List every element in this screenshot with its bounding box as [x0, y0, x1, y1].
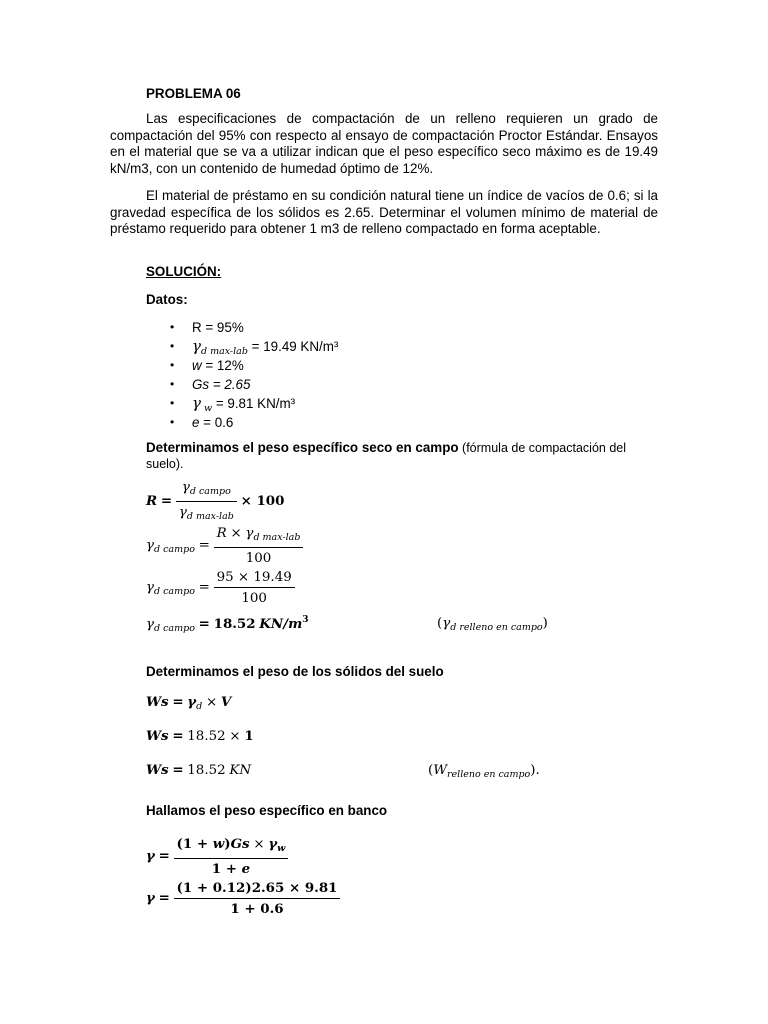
list-item: • γ $_w$ = 9.81 KN/m³	[146, 394, 338, 413]
equation-ws: $Ws = \gamma_d \times V$	[146, 694, 232, 712]
list-item: • $\gamma_{d max-lab} = 19.49$ KN/m³	[146, 337, 338, 356]
equation-gamma-d-substitution: $\gamma_{d campo}$ = $\frac{95 \times 19.49}{100}$	[146, 569, 295, 606]
list-item: • w = 12%	[146, 356, 338, 375]
list-item: • R = 95%	[146, 318, 338, 337]
equation-ws-substitution: Ws = 18.52 × 1	[146, 728, 254, 744]
section1-heading: Determinamos el peso específico seco en campo (fórmula de compactación del suelo).	[146, 440, 627, 471]
datos-list	[146, 318, 338, 432]
annotation-ws-relleno: $(W_{relleno en campo})$.	[428, 763, 540, 780]
datos-heading: Datos:	[146, 292, 188, 307]
equation-gamma-banco: γ = $\frac{(1 + w)Gs \times \gamma_w}{1 + e}$	[146, 836, 288, 877]
problem-title: PROBLEMA 06	[146, 86, 241, 101]
solution-heading: SOLUCIÓN:	[146, 264, 222, 279]
equation-ws-result: Ws = 18.52 KN	[146, 762, 252, 778]
section3-heading: Hallamos el peso específico en banco	[146, 803, 388, 818]
equation-compaction: R = $\frac{\gamma_{d campo}}{\gamma_{d max-lab}}$ × 100	[146, 480, 285, 522]
equation-gamma-d-campo: $\gamma_{d campo}$ = $\frac{R \times \gamma_{d max-lab}}{100}$	[146, 525, 303, 566]
equation-gamma-d-result: $\gamma_{d campo} = 18.52$ $KN/m^3$	[146, 615, 309, 634]
equation-gamma-banco-substitution: γ = $\frac{(1 + 0.12)2.65 \times 9.81}{1 + 0.6}$	[146, 880, 340, 917]
problem-paragraph-1: Las especificaciones de compactación de un relleno requieren un grado de compactación del 95% con respecto al ensayo de compactación Proctor Estándar. Ensayos en el material que se va a utilizar indican que el peso específico seco máximo es de 19.49 kN/m3, con un contenido de humedad óptimo de 12%.	[110, 111, 658, 176]
annotation-relleno: $(\gamma_{d relleno en campo})$	[437, 616, 548, 633]
problem-paragraph-2: El material de préstamo en su condición natural tiene un índice de vacíos de 0.6; si la gravedad específica de los sólidos es 2.65. Determinar el volumen mínimo de material de préstamo requerido para obtener 1 m3 de relleno compactado en forma aceptable.	[110, 188, 658, 236]
list-item: • e = 0.6	[146, 413, 338, 432]
section2-heading: Determinamos el peso de los sólidos del suelo	[146, 664, 444, 679]
list-item: • Gs = 2.65	[146, 375, 338, 394]
